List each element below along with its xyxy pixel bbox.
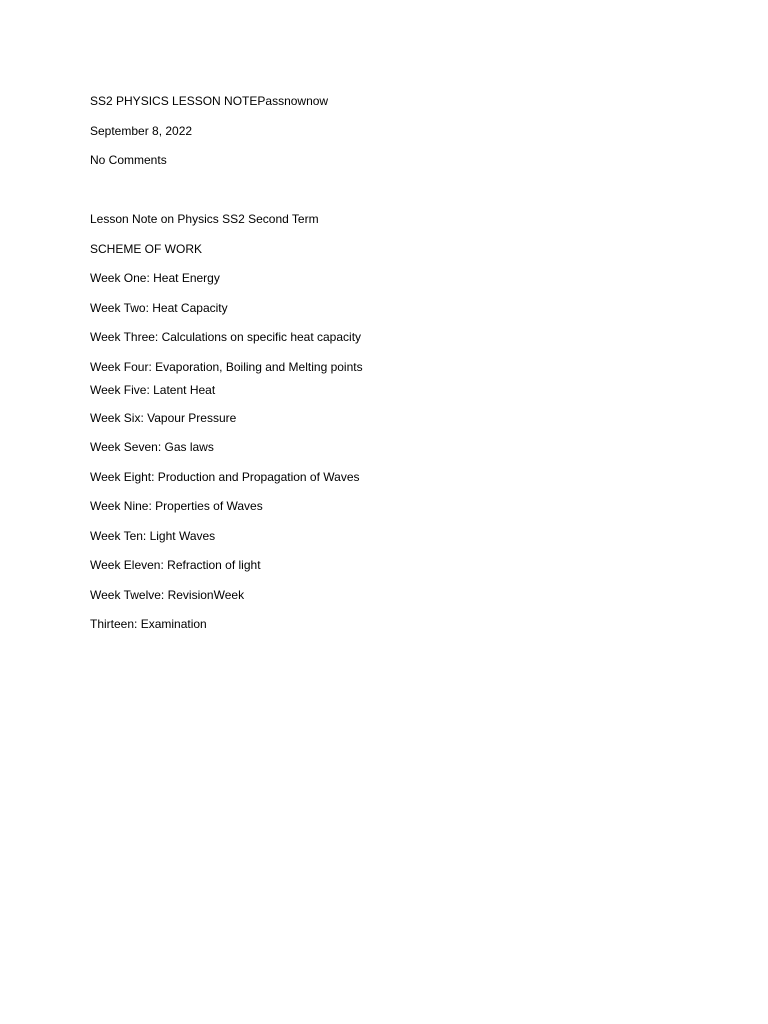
week-item: Week Eleven: Refraction of light (90, 558, 261, 572)
week-item: Week Four: Evaporation, Boiling and Melting points (90, 360, 363, 374)
week-item: Week Seven: Gas laws (90, 440, 214, 454)
document-title: SS2 PHYSICS LESSON NOTEPassnownow (90, 94, 329, 108)
week-item: Week Six: Vapour Pressure (90, 411, 237, 425)
week-item: Week Two: Heat Capacity (90, 301, 228, 315)
scheme-heading: SCHEME OF WORK (90, 242, 203, 256)
week-item: Week Three: Calculations on specific heat capacity (90, 330, 362, 344)
week-item: Week Five: Latent Heat (90, 383, 216, 397)
week-item: Week Twelve: RevisionWeek (90, 588, 245, 602)
week-item: Week Eight: Production and Propagation of Waves (90, 470, 360, 484)
week-item: Week Nine: Properties of Waves (90, 499, 263, 513)
publish-date: September 8, 2022 (90, 124, 193, 138)
week-item: Week One: Heat Energy (90, 271, 220, 285)
intro-text: Lesson Note on Physics SS2 Second Term (90, 212, 319, 226)
comments-count: No Comments (90, 153, 167, 167)
week-item: Thirteen: Examination (90, 617, 207, 631)
week-item: Week Ten: Light Waves (90, 529, 216, 543)
